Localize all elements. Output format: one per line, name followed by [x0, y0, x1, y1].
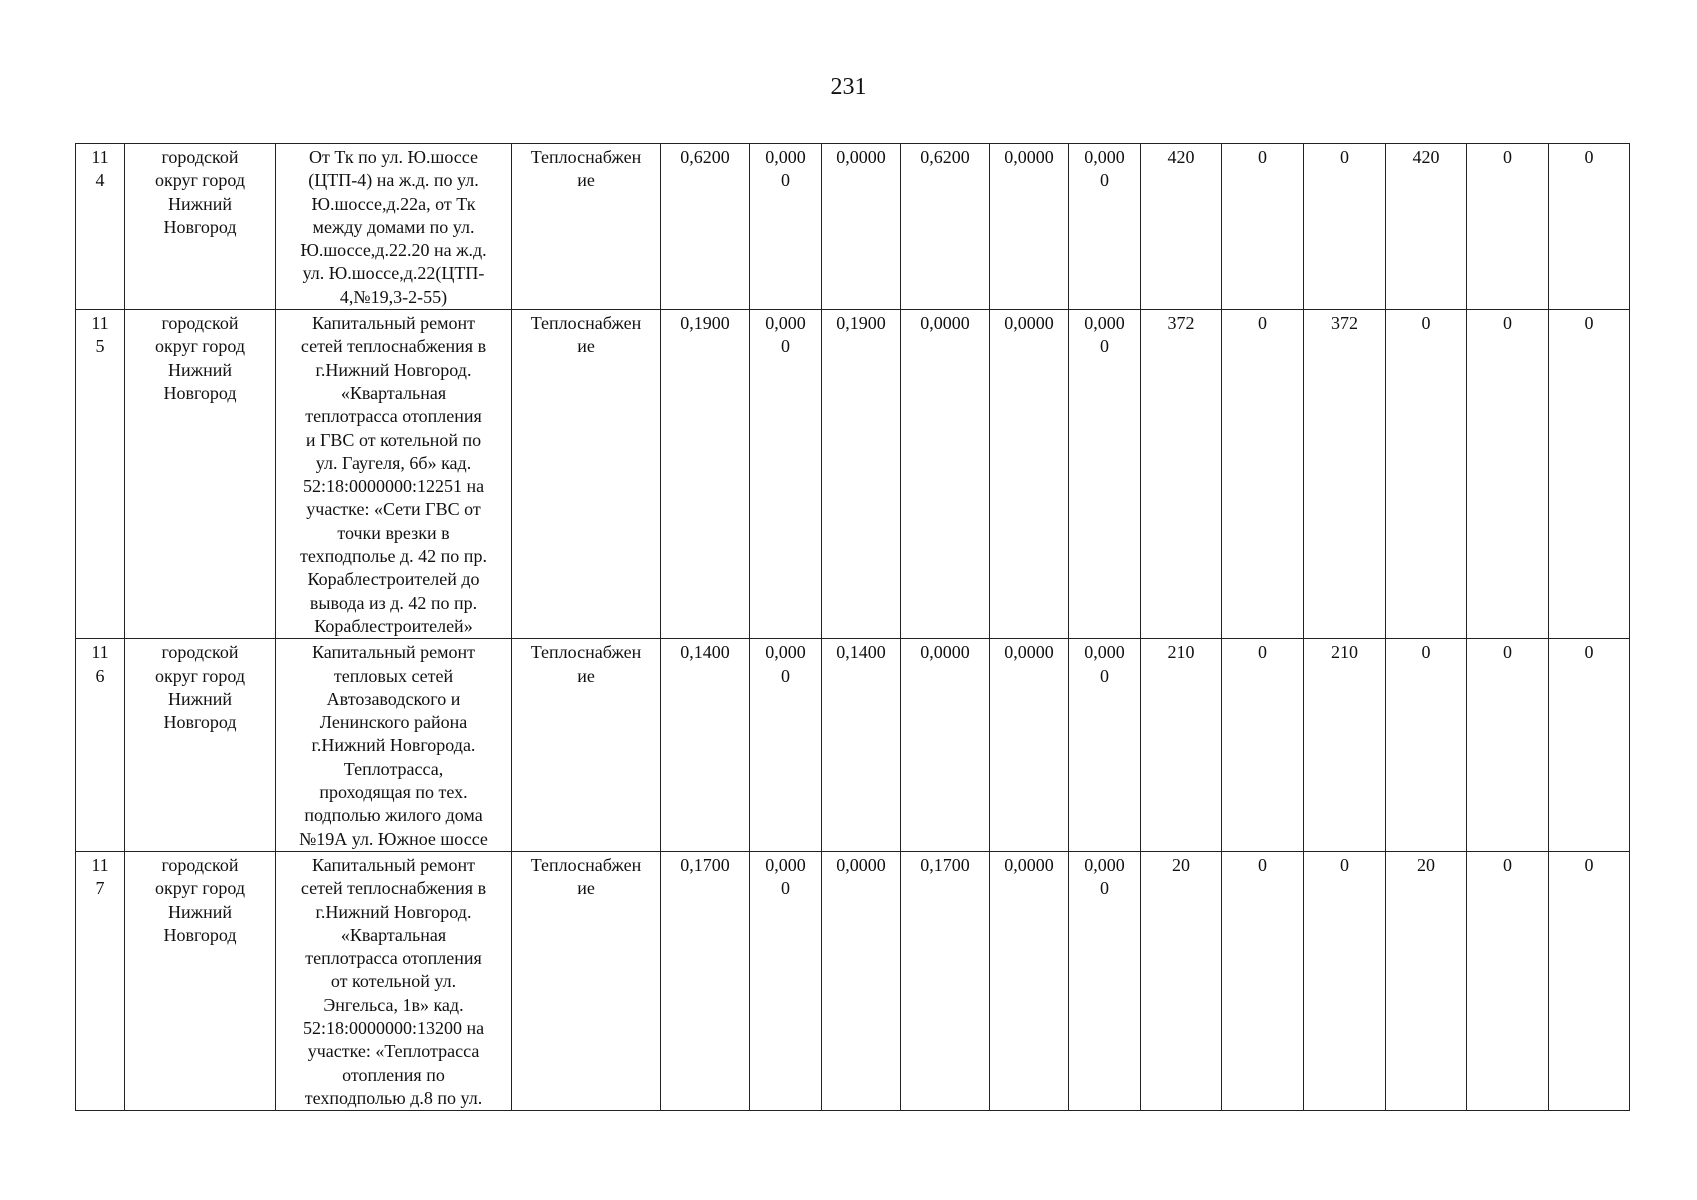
cost-value-5-cell: 0: [1467, 144, 1549, 310]
municipality-cell-line: Новгород: [163, 924, 237, 945]
object-description-cell-line: участке: «Теплотрасса: [307, 1041, 480, 1062]
page-number: 231: [830, 74, 867, 100]
row-number-cell-line: 6: [95, 665, 105, 686]
object-description-cell-line: Ю.шоссе,д.22а, от Тк: [311, 193, 476, 214]
municipality-cell-line: Новгород: [163, 216, 237, 237]
object-description-cell-line: г.Нижний Новгород.: [315, 901, 472, 922]
municipality-cell-line: Новгород: [163, 712, 237, 733]
object-description-cell-line: «Квартальная: [340, 382, 447, 403]
object-description-cell-line: ул. Ю.шоссе,д.22(ЦТП-: [302, 263, 485, 284]
cost-value-2-cell: 0: [1222, 310, 1304, 639]
municipality-cell: [125, 144, 276, 310]
object-description-cell-line: Капитальный ремонт: [312, 642, 475, 663]
length-value-2-cell: [750, 310, 822, 639]
length-value-6-cell: [1069, 310, 1141, 639]
length-value-6-cell-line: 0,000: [1084, 854, 1125, 875]
cost-value-3-cell: 210: [1304, 639, 1386, 852]
length-value-3-cell: 0,0000: [822, 144, 901, 310]
length-value-6-cell-line: 0,000: [1084, 313, 1125, 334]
object-description-cell-line: отопления по: [342, 1064, 445, 1085]
length-value-2-cell: [750, 639, 822, 852]
object-description-cell-line: Теплотрасса,: [343, 758, 444, 779]
object-description-cell-line: Автозаводского и: [326, 688, 461, 709]
length-value-3-cell: 0,1900: [822, 310, 901, 639]
length-value-6-cell: [1069, 639, 1141, 852]
cost-value-3-cell: 0: [1304, 144, 1386, 310]
object-description-cell: [276, 310, 512, 639]
row-number-cell-line: 11: [91, 642, 109, 663]
row-number-cell: [76, 144, 125, 310]
object-description-cell-line: участке: «Сети ГВС от: [306, 499, 481, 520]
sector-cell-line: Теплоснабжен: [530, 147, 642, 167]
sector-cell: [512, 310, 661, 639]
municipality-cell: [125, 639, 276, 852]
row-number-cell: [76, 639, 125, 852]
cost-value-5-cell: 0: [1467, 639, 1549, 852]
length-value-4-cell: 0,6200: [901, 144, 990, 310]
sector-cell-line: ие: [577, 336, 595, 357]
object-description-cell-line: вывода из д. 42 по пр.: [309, 592, 478, 613]
length-value-2-cell-line: 0: [781, 336, 790, 357]
object-description-cell-line: Кораблестроителей»: [314, 615, 473, 636]
length-value-3-cell: 0,0000: [822, 851, 901, 1110]
object-description-cell-line: Ю.шоссе,д.22.20 на ж.д.: [300, 240, 487, 261]
sector-cell: [512, 144, 661, 310]
length-value-2-cell-line: 0,000: [765, 642, 806, 663]
object-description-cell-line: техподполье д. 42 по пр.: [300, 546, 487, 567]
length-value-6-cell-line: 0,000: [1084, 147, 1125, 167]
object-description-cell-line: г.Нижний Новгорода.: [311, 735, 476, 756]
object-description-cell-line: от котельной ул.: [330, 971, 457, 992]
municipality-cell-line: городской: [161, 642, 239, 663]
object-description-cell-line: Ленинского района: [319, 712, 468, 733]
object-description-cell: [276, 851, 512, 1110]
object-description-cell-line: теплотрасса отопления: [305, 406, 482, 427]
row-number-cell: [76, 310, 125, 639]
row-number-cell-line: 4: [95, 170, 105, 191]
cost-value-2-cell: 0: [1222, 851, 1304, 1110]
cost-total-cell: 420: [1141, 144, 1222, 310]
object-description-cell: [276, 144, 512, 310]
object-description-cell-line: ул. Гаугеля, 6б» кад.: [315, 452, 472, 473]
municipality-cell: [125, 851, 276, 1110]
municipality-cell-line: Нижний: [168, 688, 232, 709]
length-value-2-cell-line: 0: [781, 665, 790, 686]
length-value-6-cell-line: 0: [1100, 878, 1109, 899]
length-value-4-cell: 0,1700: [901, 851, 990, 1110]
length-value-2-cell-line: 0,000: [765, 147, 806, 167]
table-row: [76, 310, 1630, 639]
length-total-cell: 0,1400: [661, 639, 750, 852]
row-number-cell-line: 11: [91, 313, 109, 334]
cost-value-2-cell: 0: [1222, 639, 1304, 852]
row-number-cell-line: 11: [91, 854, 109, 875]
cost-total-cell: 20: [1141, 851, 1222, 1110]
capital-repair-table: [75, 143, 1630, 1111]
cost-value-6-cell: 0: [1549, 144, 1630, 310]
row-number-cell-line: 5: [95, 336, 105, 357]
sector-cell-line: ие: [577, 170, 595, 191]
table-row: [76, 851, 1630, 1110]
length-total-cell: 0,1700: [661, 851, 750, 1110]
sector-cell-line: Теплоснабжен: [530, 854, 642, 875]
length-value-5-cell: 0,0000: [990, 144, 1069, 310]
length-value-2-cell: [750, 144, 822, 310]
length-value-3-cell: 0,1400: [822, 639, 901, 852]
municipality-cell-line: Нижний: [168, 193, 232, 214]
cost-value-2-cell: 0: [1222, 144, 1304, 310]
length-value-5-cell: 0,0000: [990, 310, 1069, 639]
object-description-cell-line: проходящая по тех.: [319, 782, 468, 803]
object-description-cell-line: сетей теплоснабжения в: [300, 878, 487, 899]
object-description-cell-line: подполью жилого дома: [304, 805, 483, 826]
cost-value-3-cell: 372: [1304, 310, 1386, 639]
object-description-cell-line: между домами по ул.: [312, 216, 475, 237]
object-description-cell-line: (ЦТП-4) на ж.д. по ул.: [308, 170, 479, 191]
length-value-6-cell-line: 0: [1100, 170, 1109, 191]
sector-cell-line: ие: [577, 665, 595, 686]
sector-cell-line: ие: [577, 878, 595, 899]
length-value-6-cell: [1069, 144, 1141, 310]
sector-cell-line: Теплоснабжен: [530, 642, 642, 663]
object-description-cell-line: 4,№19,3-2-55): [339, 286, 448, 307]
length-value-4-cell: 0,0000: [901, 639, 990, 852]
object-description-cell-line: От Тк по ул. Ю.шоссе: [309, 147, 478, 167]
length-value-2-cell-line: 0,000: [765, 313, 806, 334]
object-description-cell-line: 52:18:0000000:12251 на: [302, 476, 485, 497]
length-total-cell: 0,6200: [661, 144, 750, 310]
length-value-2-cell-line: 0,000: [765, 854, 806, 875]
cost-total-cell: 210: [1141, 639, 1222, 852]
object-description-cell-line: точки врезки в: [337, 522, 450, 543]
cost-total-cell: 372: [1141, 310, 1222, 639]
municipality-cell-line: округ город: [155, 336, 245, 357]
cost-value-6-cell: 0: [1549, 310, 1630, 639]
object-description-cell-line: Энгельса, 1в» кад.: [323, 994, 464, 1015]
length-value-6-cell: [1069, 851, 1141, 1110]
object-description-cell-line: Кораблестроителей до: [307, 569, 480, 590]
cost-value-4-cell: 0: [1386, 310, 1467, 639]
sector-cell: [512, 639, 661, 852]
cost-value-5-cell: 0: [1467, 310, 1549, 639]
object-description-cell-line: сетей теплоснабжения в: [300, 336, 487, 357]
object-description-cell-line: 52:18:0000000:13200 на: [302, 1017, 485, 1038]
sector-cell: [512, 851, 661, 1110]
municipality-cell-line: округ город: [155, 170, 245, 191]
municipality-cell-line: округ город: [155, 878, 245, 899]
object-description-cell-line: г.Нижний Новгород.: [315, 359, 472, 380]
length-value-6-cell-line: 0,000: [1084, 642, 1125, 663]
length-value-2-cell-line: 0: [781, 170, 790, 191]
object-description-cell-line: и ГВС от котельной по: [305, 429, 482, 450]
table-row: [76, 639, 1630, 852]
cost-value-4-cell: 20: [1386, 851, 1467, 1110]
cost-value-6-cell: 0: [1549, 639, 1630, 852]
row-number-cell-line: 11: [91, 147, 109, 167]
length-value-6-cell-line: 0: [1100, 665, 1109, 686]
municipality-cell-line: городской: [161, 854, 239, 875]
length-value-5-cell: 0,0000: [990, 851, 1069, 1110]
municipality-cell-line: округ город: [155, 665, 245, 686]
table-row: [76, 144, 1630, 310]
cost-value-4-cell: 0: [1386, 639, 1467, 852]
cost-value-3-cell: 0: [1304, 851, 1386, 1110]
object-description-cell-line: «Квартальная: [340, 924, 447, 945]
length-value-2-cell: [750, 851, 822, 1110]
municipality-cell: [125, 310, 276, 639]
length-total-cell: 0,1900: [661, 310, 750, 639]
cost-value-5-cell: 0: [1467, 851, 1549, 1110]
municipality-cell-line: Нижний: [168, 359, 232, 380]
municipality-cell-line: Нижний: [168, 901, 232, 922]
row-number-cell: [76, 851, 125, 1110]
object-description-cell-line: тепловых сетей: [333, 665, 454, 686]
sector-cell-line: Теплоснабжен: [530, 313, 642, 334]
object-description-cell-line: Капитальный ремонт: [312, 313, 475, 334]
object-description-cell-line: теплотрасса отопления: [305, 948, 482, 969]
municipality-cell-line: городской: [161, 147, 239, 167]
length-value-4-cell: 0,0000: [901, 310, 990, 639]
object-description-cell-line: Капитальный ремонт: [312, 854, 475, 875]
object-description-cell-line: техподполью д.8 по ул.: [304, 1087, 483, 1108]
object-description-cell: [276, 639, 512, 852]
municipality-cell-line: Новгород: [163, 382, 237, 403]
length-value-5-cell: 0,0000: [990, 639, 1069, 852]
cost-value-6-cell: 0: [1549, 851, 1630, 1110]
length-value-2-cell-line: 0: [781, 878, 790, 899]
object-description-cell-line: №19А ул. Южное шоссе: [299, 828, 488, 849]
row-number-cell-line: 7: [95, 878, 105, 899]
length-value-6-cell-line: 0: [1100, 336, 1109, 357]
municipality-cell-line: городской: [161, 313, 239, 334]
cost-value-4-cell: 420: [1386, 144, 1467, 310]
